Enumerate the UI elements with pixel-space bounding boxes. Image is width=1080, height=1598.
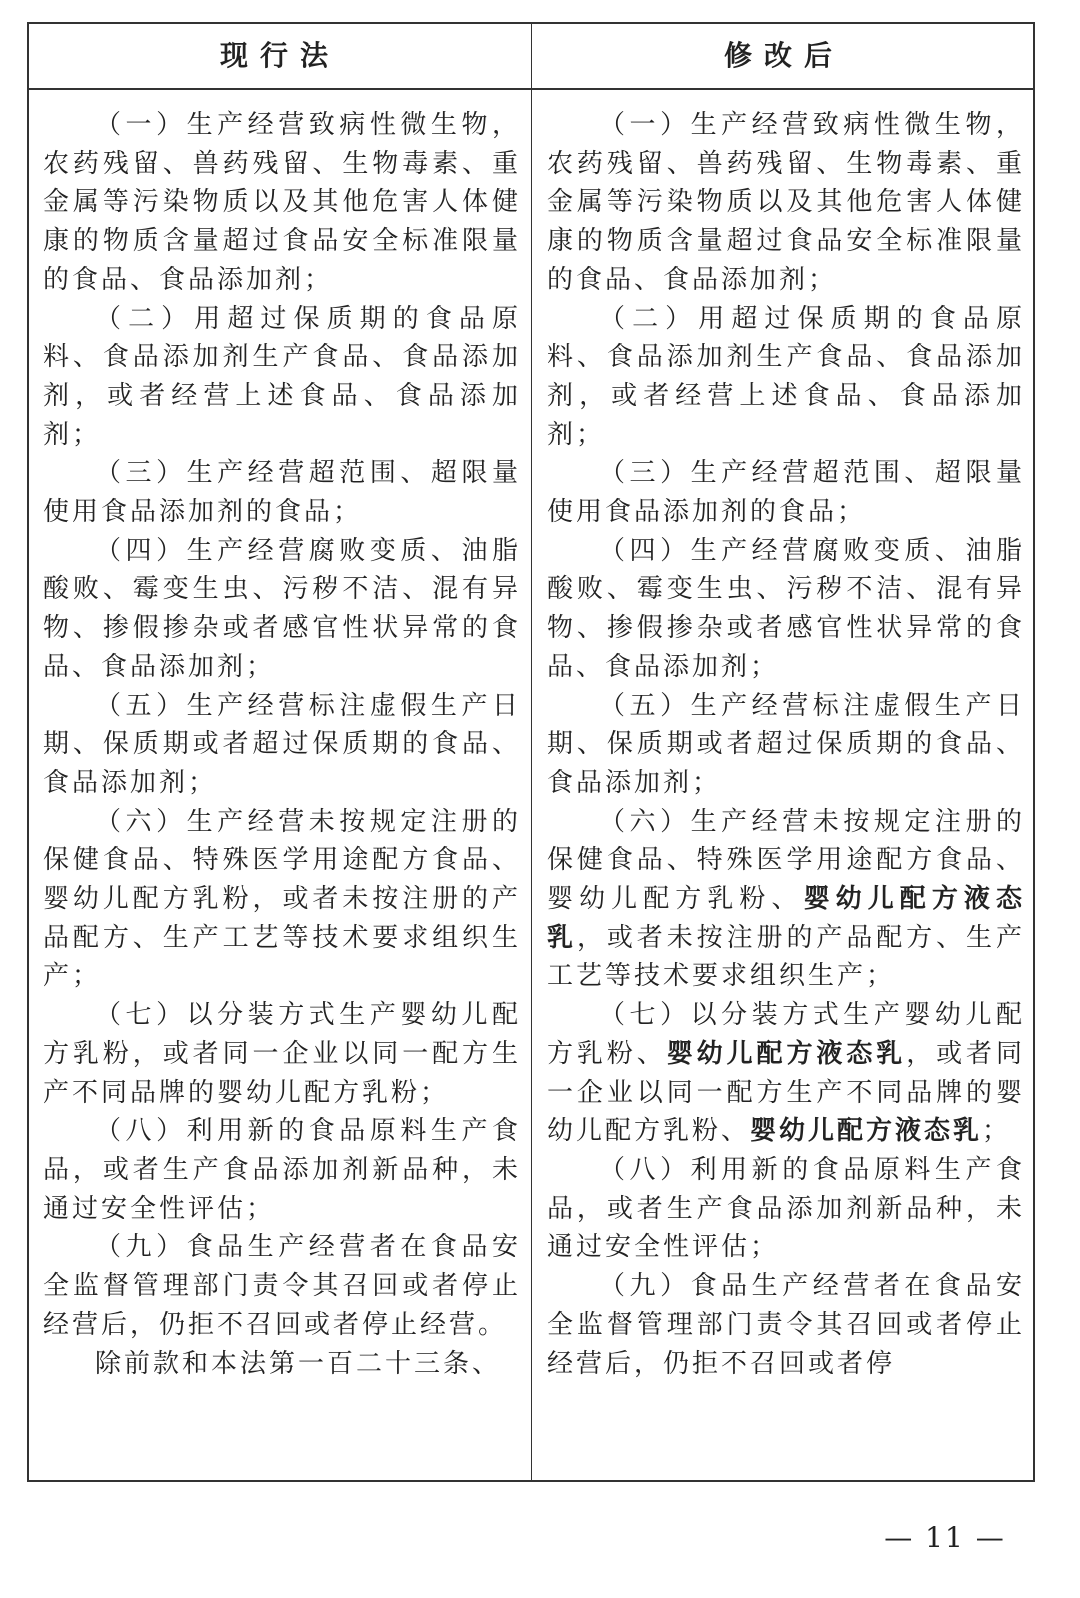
amended-item-2: （二）用超过保质期的食品原料、食品添加剂生产食品、食品添加剂，或者经营上述食品、食品添加剂； <box>547 303 1025 450</box>
amended-item-7 <box>547 996 1025 1151</box>
amended-item-1: （一）生产经营致病性微生物，农药残留、兽药残留、生物毒素、重金属等污染物质以及其他危害人体健康的物质含量超过食品安全标准限量的食品、食品添加剂； <box>547 110 1025 295</box>
current-law-item-1: （一）生产经营致病性微生物，农药残留、兽药残留、生物毒素、重金属等污染物质以及其他危害人体健康的物质含量超过食品安全标准限量的食品、食品添加剂； <box>43 110 521 295</box>
current-law-continuation: 除前款和本法第一百二十三条、 <box>95 1348 502 1379</box>
current-law-item-9: （九）食品生产经营者在食品安全监督管理部门责令其召回或者停止经营后，仍拒不召回或者停止经营。 <box>43 1232 521 1340</box>
page-number: — 11 — <box>884 1521 1006 1554</box>
amended-item-7-text-c: ； <box>982 1116 1012 1147</box>
amended-item-8: （八）利用新的食品原料生产食品，或者生产食品添加剂新品种，未通过安全性评估； <box>547 1154 1025 1263</box>
column-divider <box>531 24 532 1480</box>
header-amended: 修改后 <box>723 39 844 72</box>
current-law-item-8: （八）利用新的食品原料生产食品，或者生产食品添加剂新品种，未通过安全性评估； <box>43 1116 521 1224</box>
amended-item-6-text-b: ，或者未按注册的产品配方、生产工艺等技术要求组织生产； <box>547 922 1025 992</box>
amended-item-7-added-term-2: 婴幼儿配方液态乳 <box>750 1116 983 1147</box>
amended-column <box>547 106 1025 1476</box>
amended-item-6-added-term: 婴幼儿配方液态乳 <box>547 884 1025 953</box>
amended-item-7-added-term-1: 婴幼儿配方液态乳 <box>666 1038 907 1069</box>
current-law-item-2: （二）用超过保质期的食品原料、食品添加剂生产食品、食品添加剂，或者经营上述食品、食品添加剂； <box>43 303 521 450</box>
amended-item-4: （四）生产经营腐败变质、油脂酸败、霉变生虫、污秽不洁、混有异物、掺假掺杂或者感官性状异常的食品、食品添加剂； <box>547 535 1025 682</box>
current-law-item-7: （七）以分装方式生产婴幼儿配方乳粉，或者同一企业以同一配方生产不同品牌的婴幼儿配方乳粉； <box>43 1000 521 1108</box>
amended-item-9: （九）食品生产经营者在食品安全监督管理部门责令其召回或者停止经营后，仍拒不召回或者停 <box>547 1271 1025 1379</box>
current-law-column <box>43 106 521 1476</box>
current-law-item-6: （六）生产经营未按规定注册的保健食品、特殊医学用途配方食品、婴幼儿配方乳粉，或者未按注册的产品配方、生产工艺等技术要求组织生产； <box>43 806 521 992</box>
current-law-item-4: （四）生产经营腐败变质、油脂酸败、霉变生虫、污秽不洁、混有异物、掺假掺杂或者感官性状异常的食品、食品添加剂； <box>43 535 521 682</box>
comparison-table <box>27 22 1035 1482</box>
amended-item-7-text-b: ，或者同一企业以同一配方生产不同品牌的婴幼儿配方乳粉、 <box>547 1038 1025 1147</box>
amended-item-7-text-a: （七）以分装方式生产婴幼儿配方乳粉、 <box>547 1000 1025 1069</box>
amended-item-6-text-a: （六）生产经营未按规定注册的保健食品、特殊医学用途配方食品、婴幼儿配方乳粉、 <box>547 806 1025 915</box>
amended-item-5: （五）生产经营标注虚假生产日期、保质期或者超过保质期的食品、食品添加剂； <box>547 690 1025 798</box>
header-current-law: 现行法 <box>219 39 340 72</box>
amended-item-3: （三）生产经营超范围、超限量使用食品添加剂的食品； <box>547 458 1025 528</box>
amended-item-6 <box>547 803 1025 997</box>
current-law-item-3: （三）生产经营超范围、超限量使用食品添加剂的食品； <box>43 458 521 528</box>
current-law-item-5: （五）生产经营标注虚假生产日期、保质期或者超过保质期的食品、食品添加剂； <box>43 690 521 798</box>
